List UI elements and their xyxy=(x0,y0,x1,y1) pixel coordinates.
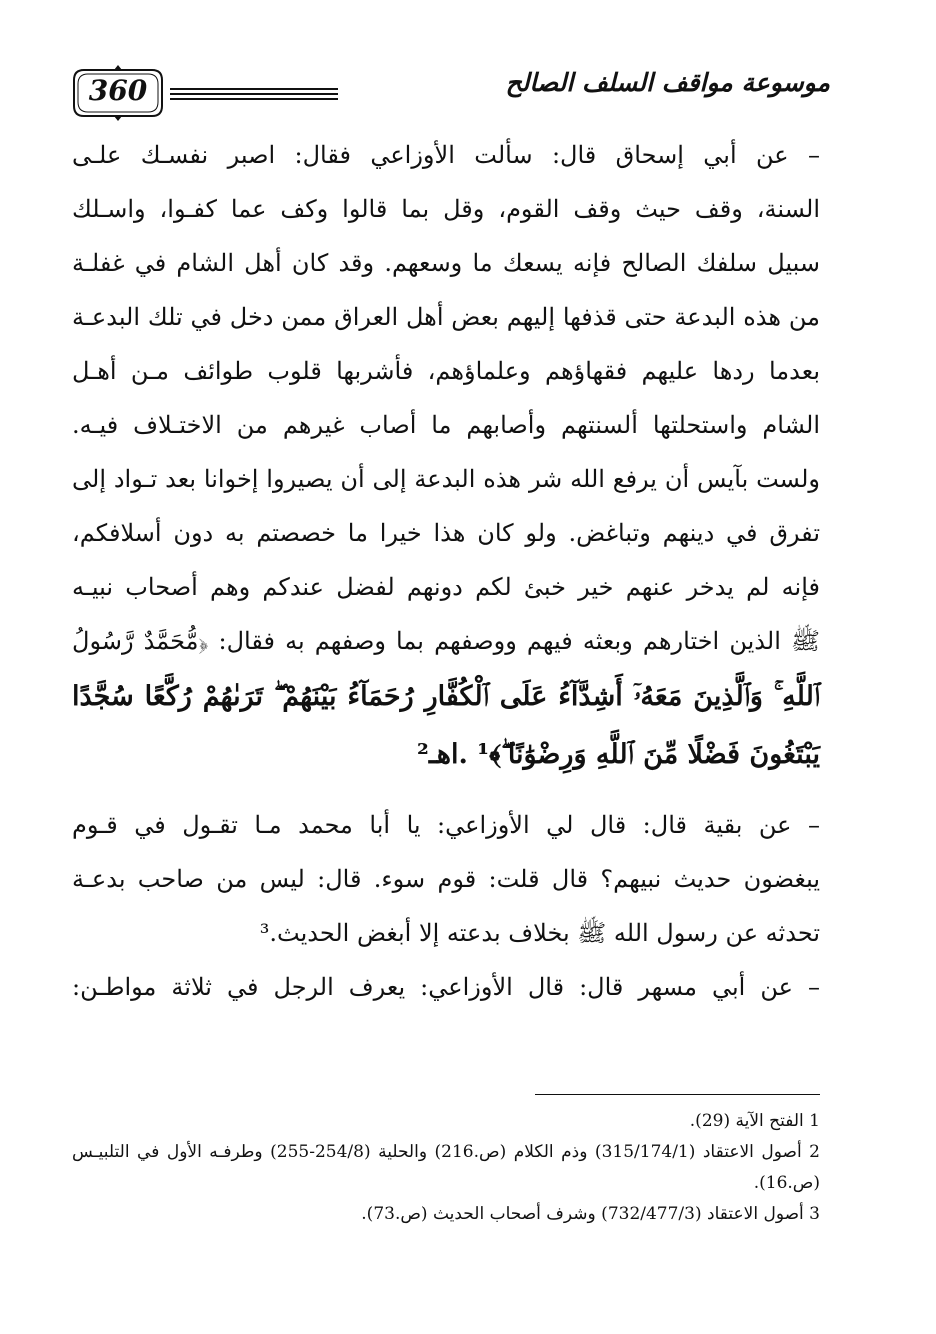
text-line: بعدما ردها عليهم فقهاؤهم وعلماؤهم، فأشربها قلوب طوائف مـن أهـل xyxy=(72,357,820,385)
text-line: – عن أبي إسحاق قال: سألت الأوزاعي فقال: اصبر نفسـك علـى xyxy=(72,141,820,169)
footnote-2-cont: (ص.16). xyxy=(753,1173,820,1193)
quran-verse-line: يَبْتَغُونَ فَضْلًا مِّنَ ٱللَّهِ وَرِضْوَٰنًا ۖ﴾¹ .اهـ² xyxy=(417,739,820,770)
text-line: ﷺ الذين اختارهم وبعثه فيهم ووصفهم بما وصفهم به فقال: ﴿مُّحَمَّدٌ رَّسُولُ xyxy=(72,627,820,655)
book-title: موسوعة مواقف السلف الصالح xyxy=(505,68,830,97)
footnote-3: 3 أصول الاعتقاد (732/477/3) وشرف أصحاب الحديث (ص.73). xyxy=(361,1204,820,1224)
header-rule xyxy=(170,98,338,100)
paragraph-baqiyya xyxy=(72,798,820,960)
page-number-frame xyxy=(70,64,166,122)
text-line: تحدثه عن رسول الله ﷺ بخلاف بدعته إلا أبغض الحديث.³ xyxy=(259,919,820,947)
text-line: – عن أبي مسهر قال: قال الأوزاعي: يعرف الرجل في ثلاثة مواطـن: xyxy=(72,973,820,1001)
footnote-2: 2 أصول الاعتقاد (315/174/1) وذم الكلام (ص.216) والحلية (254/8-255) وطرفـه الأول في التلبيـس xyxy=(72,1142,820,1162)
header-rule xyxy=(170,93,338,95)
paragraph-awzai-abu-ishaq xyxy=(72,128,820,784)
text-line: فإنه لم يدخر عنهم خير خبئ لكم دونهم لفضل عندكم وهم أصحاب نبيـه xyxy=(72,573,820,601)
text-line: ولست بآيس أن يرفع الله شر هذه البدعة إلى أن يصيروا إخوانا بعد تـواد إلى xyxy=(72,465,820,493)
main-text xyxy=(72,128,820,1014)
paragraph-abu-mushir xyxy=(72,960,820,1014)
footnotes xyxy=(72,1106,820,1230)
quran-verse-line: ٱللَّهِ ۚ وَٱلَّذِينَ مَعَهُۥٓ أَشِدَّآءُ عَلَى ٱلْكُفَّارِ رُحَمَآءُ بَيْنَهُمْ ۖ تَرَىٰهُمْ رُكَّعًا سُجَّدًا xyxy=(72,681,820,712)
header-rule xyxy=(170,88,338,90)
text-line: تفرق في دينهم وتباغض. ولو كان هذا خيرا ما خصصتم به دون أسلافكم، xyxy=(72,519,820,547)
text-line: سبيل سلفك الصالح فإنه يسعك ما وسعهم. وقد كان أهل الشام في غفلـة xyxy=(72,249,820,277)
page-number: 360 xyxy=(88,74,148,107)
text-line: يبغضون حديث نبيهم؟ قال قلت: قوم سوء. قال: ليس من صاحب بدعـة xyxy=(72,865,820,893)
page-header xyxy=(70,62,830,124)
text-line: – عن بقية قال: قال لي الأوزاعي: يا أبا محمد مـا تقـول في قـوم xyxy=(72,811,820,839)
text-line: السنة، وقف حيث وقف القوم، وقل بما قالوا وكف عما كفـوا، واسـلك xyxy=(72,195,820,223)
footnote-separator xyxy=(535,1094,820,1095)
text-line: الشام واستحلتها ألسنتهم وأصابهم ما أصاب غيرهم من الاختـلاف فيـه. xyxy=(72,411,820,439)
footnote-1: 1 الفتح الآية (29). xyxy=(689,1111,820,1131)
text-line: من هذه البدعة حتى قذفها إليهم بعض أهل العراق ممن دخل في تلك البدعـة xyxy=(72,303,820,331)
